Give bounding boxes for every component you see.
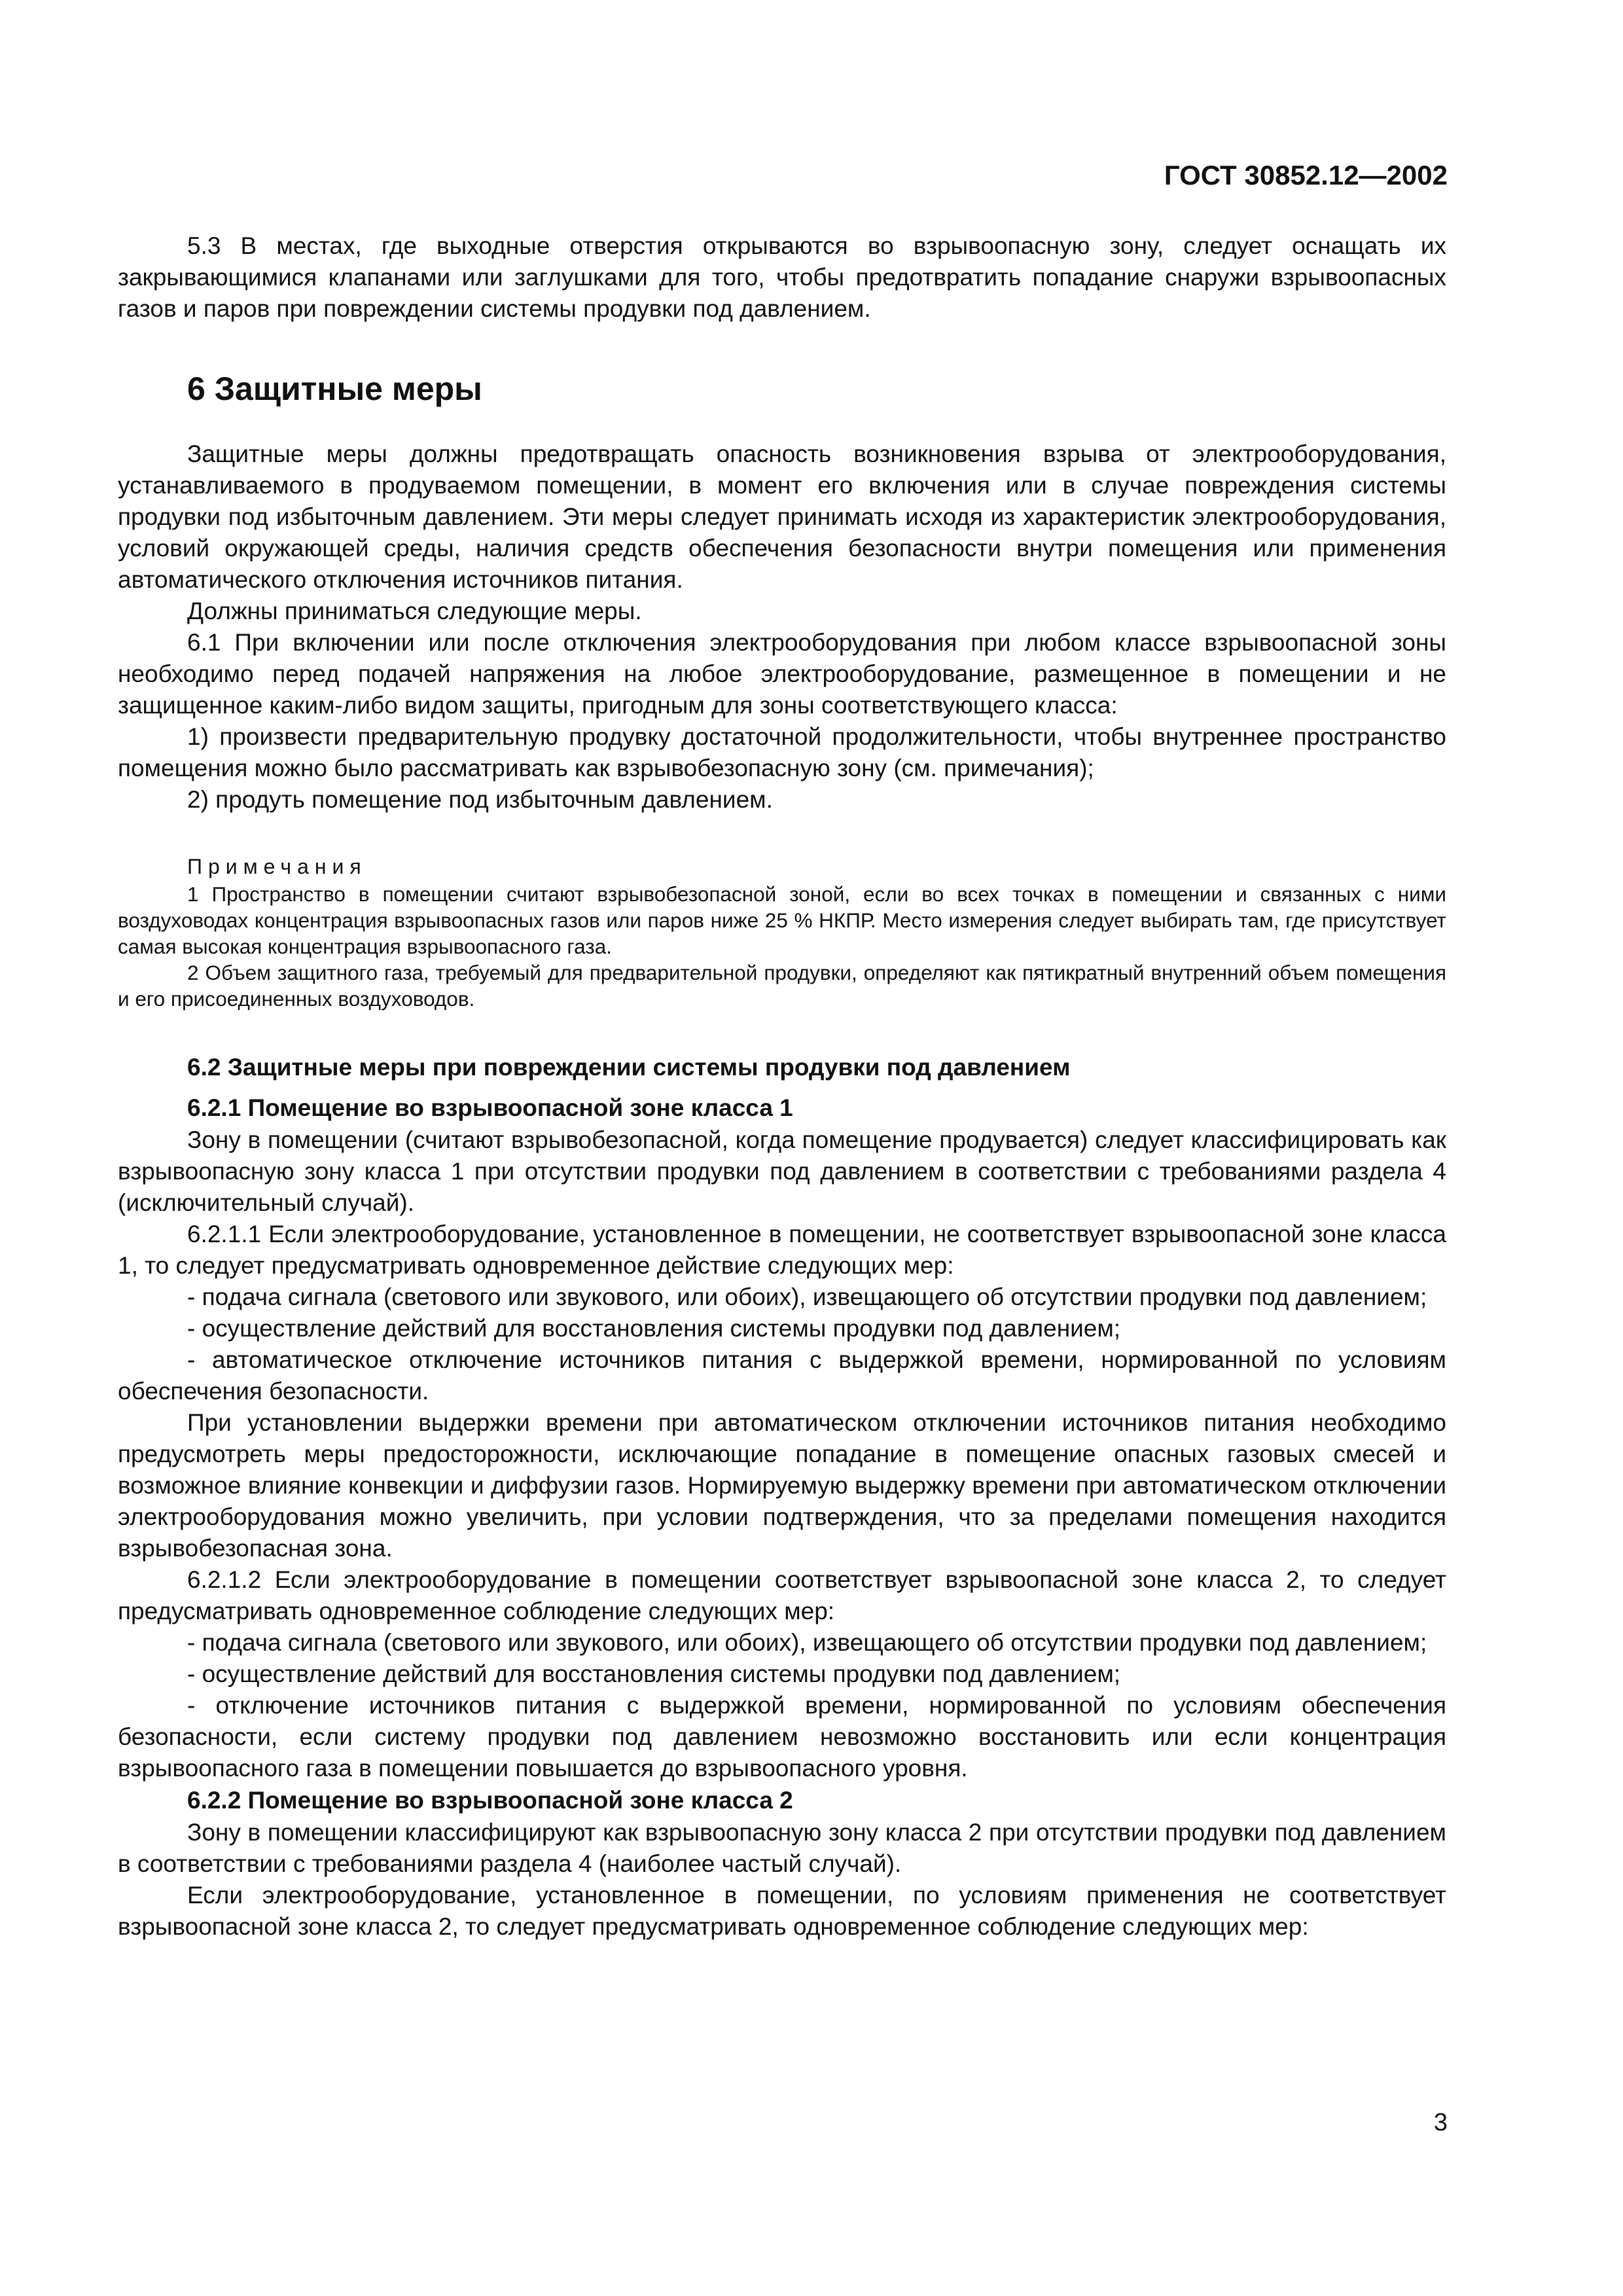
notes-title: Примечания bbox=[187, 855, 367, 878]
list-item-2: 2) продуть помещение под избыточным давлением. bbox=[187, 786, 773, 813]
list-item-a3: - автоматическое отключение источников питания с выдержкой времени, нормированной по условиям обеспечения безопасности. bbox=[118, 1346, 1446, 1405]
list-item-a1: - подача сигнала (светового или звукового, или обоих), извещающего об отсутствии продувки под давлением; bbox=[187, 1283, 1427, 1310]
section-6-body bbox=[118, 439, 1446, 816]
section-title: 6 Защитные меры bbox=[187, 370, 482, 407]
list-item-b1: - подача сигнала (светового или звукового, или обоих), извещающего об отсутствии продувки под давлением; bbox=[187, 1629, 1427, 1656]
list-item-b3: - отключение источников питания с выдержкой времени, нормированной по условиям обеспечения безопасности, если систему продувки под давлением невозможно восстановить или если концентрация взрывоопасного газа в помещении повышается до взрывоопасного уровня. bbox=[118, 1692, 1446, 1782]
page-number: 3 bbox=[1433, 2109, 1448, 2136]
note-1: 1 Пространство в помещении считают взрывобезопасной зоной, если во всех точках в помещении и связанных с ними воздуховодах концентрация взрывоопасных газов или паров ниже 25 % НКПР. Место измерения следует выбирать там, где присутствует самая высокая концентрация взрывоопасного газа. bbox=[118, 882, 1446, 958]
paragraph-6-2-1: Зону в помещении (считают взрывобезопасной, когда помещение продувается) следует классифицировать как взрывоопасную зону класса 1 при отсутствии продувки под давлением в соответствии с требованиями раздела 4 (исключительный случай). bbox=[118, 1126, 1446, 1216]
subsection-6-2-2-title: 6.2.2 Помещение во взрывоопасной зоне класса 2 bbox=[187, 1787, 793, 1814]
note-2: 2 Объем защитного газа, требуемый для предварительной продувки, определяют как пятикратный внутренний объем помещения и его присоединенных воздуховодов. bbox=[118, 961, 1446, 1011]
paragraph-delay: При установлении выдержки времени при автоматическом отключении источников питания необходимо предусмотреть меры предосторожности, исключающие попадание в помещение опасных газовых смесей и возможное влияние конвекции и диффузии газов. Нормируемую выдержку времени при автоматическом отключении электрооборудования можно увеличить, при условии подтверждения, что за пределами помещения находится взрывобезопасная зона. bbox=[118, 1409, 1446, 1562]
list-item-1: 1) произвести предварительную продувку достаточной продолжительности, чтобы внутреннее пространство помещения можно было рассматривать как взрывобезопасную зону (см. примечания); bbox=[118, 723, 1446, 781]
paragraph-must: Должны приниматься следующие меры. bbox=[187, 598, 642, 624]
standard-code: ГОСТ 30852.12—2002 bbox=[1164, 160, 1448, 190]
paragraph-5-3: 5.3 В местах, где выходные отверстия открываются во взрывоопасную зону, следует оснащать их закрывающимися клапанами или заглушками для того, чтобы предотвратить попадание снаружи взрывоопасных газов и паров при повреждении системы продувки под давлением. bbox=[118, 232, 1446, 322]
section-6 bbox=[118, 369, 1446, 408]
paragraph-6-1: 6.1 При включении или после отключения электрооборудования при любом классе взрывоопасной зоны необходимо перед подачей напряжения на любое электрооборудование, размещенное в помещении и не защищенное каким-либо видом защиты, пригодным для зоны соответствующего класса: bbox=[118, 629, 1446, 719]
paragraph-6-2-1-1: 6.2.1.1 Если электрооборудование, установленное в помещении, не соответствует взрывоопасной зоне класса 1, то следует предусматривать одновременное действие следующих мер: bbox=[118, 1221, 1446, 1279]
notes-block bbox=[118, 852, 1446, 1012]
list-item-b2: - осуществление действий для восстановления системы продувки под давлением; bbox=[187, 1660, 1121, 1687]
subsection-6-2-1-title: 6.2.1 Помещение во взрывоопасной зоне класса 1 bbox=[187, 1094, 793, 1121]
section-6-2 bbox=[118, 1051, 1446, 1943]
paragraph-6-2-1-2: 6.2.1.2 Если электрооборудование в помещении соответствует взрывоопасной зоне класса 2, то следует предусматривать одновременное соблюдение следующих мер: bbox=[118, 1566, 1446, 1624]
list-item-a2: - осуществление действий для восстановления системы продувки под давлением; bbox=[187, 1315, 1121, 1342]
paragraph-intro: Защитные меры должны предотвращать опасность возникновения взрыва от электрооборудования, устанавливаемого в продуваемом помещении, в момент его включения или в случае повреждения системы продувки под избыточным давлением. Эти меры следует принимать исходя из характеристик электрооборудования, условий окружающей среды, наличия средств обеспечения безопасности внутри помещения или применения автоматического отключения источников питания. bbox=[118, 440, 1446, 593]
paragraph-6-2-2-b: Если электрооборудование, установленное в помещении, по условиям применения не соответствует взрывоопасной зоне класса 2, то следует предусматривать одновременное соблюдение следующих мер: bbox=[118, 1882, 1446, 1940]
paragraph-6-2-2: Зону в помещении классифицируют как взрывоопасную зону класса 2 при отсутствии продувки под давлением в соответствии с требованиями раздела 4 (наиболее частый случай). bbox=[118, 1819, 1446, 1877]
subsection-6-2-title: 6.2 Защитные меры при повреждении системы продувки под давлением bbox=[187, 1054, 1071, 1081]
section-5-3 bbox=[118, 230, 1446, 325]
